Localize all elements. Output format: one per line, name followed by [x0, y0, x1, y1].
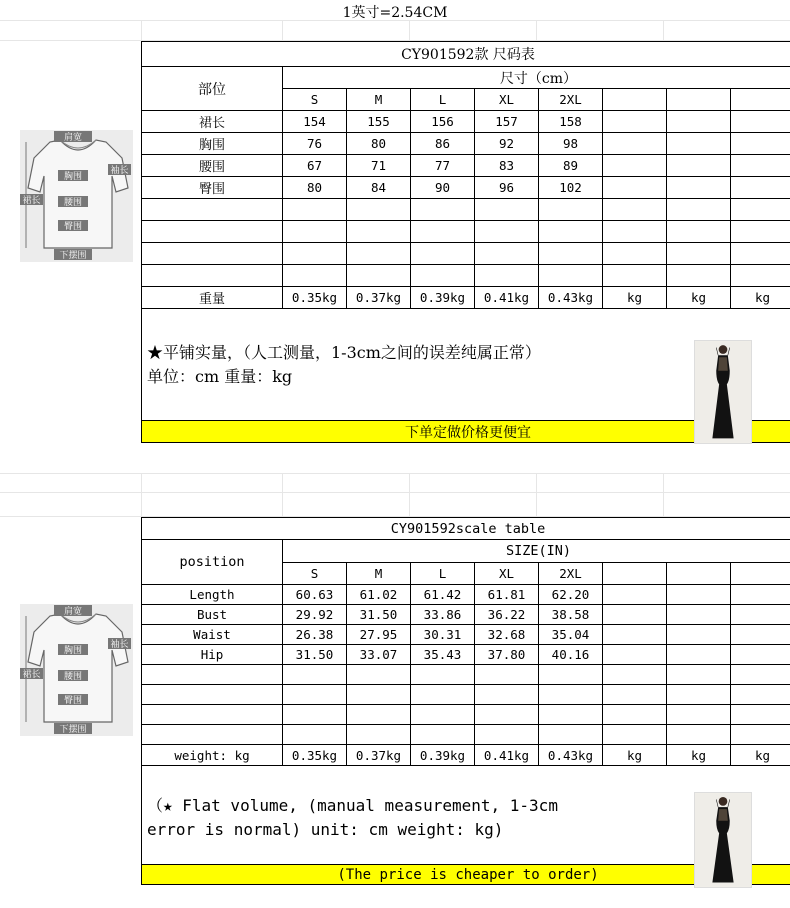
table-cell [603, 585, 667, 605]
waist-label: 腰围 [63, 198, 83, 208]
table-cell [667, 625, 731, 645]
garment-measurement-diagram [20, 130, 133, 262]
weight-cell: 0.39kg [411, 287, 475, 309]
table-cell [603, 645, 667, 665]
table-cell [731, 625, 790, 645]
table-cell: 77 [411, 155, 475, 177]
table-cell [603, 605, 667, 625]
bust-label: 胸围 [63, 172, 83, 182]
length-label: 裙长 [22, 196, 41, 206]
empty-row [142, 725, 790, 745]
table-cell: 80 [347, 133, 411, 155]
table-cell [667, 585, 731, 605]
size-label: S [283, 89, 347, 111]
weight-cell: 0.35kg [283, 287, 347, 309]
table-cell [603, 177, 667, 199]
table-cell [603, 111, 667, 133]
table-cell [667, 111, 731, 133]
size-label: M [347, 89, 411, 111]
size-label: L [411, 89, 475, 111]
table-cell: 31.50 [347, 605, 411, 625]
table-cell: 27.95 [347, 625, 411, 645]
table-row [142, 177, 790, 199]
row-label: Bust [142, 605, 283, 625]
table-cell: 98 [539, 133, 603, 155]
table-cell: 37.80 [475, 645, 539, 665]
measurement-note-cell [142, 309, 790, 421]
weight-cell: 0.41kg [475, 745, 539, 766]
weight-label: 重量 [142, 287, 283, 309]
table-row [142, 645, 790, 665]
empty-row [142, 199, 790, 221]
weight-cell: 0.37kg [347, 745, 411, 766]
weight-cell: 0.43kg [539, 745, 603, 766]
hip-label: 臀围 [63, 696, 83, 706]
table-cell: 26.38 [283, 625, 347, 645]
table-cell: 36.22 [475, 605, 539, 625]
table-row [142, 585, 790, 605]
size-label [731, 563, 790, 585]
sleeve-label: 袖长 [110, 166, 129, 176]
table-row [142, 111, 790, 133]
row-label: 臀围 [142, 177, 283, 199]
hem-label: 下摆围 [59, 725, 87, 735]
row-label: Hip [142, 645, 283, 665]
measurement-note: （★ Flat volume, (manual measurement, 1-3cm error is normal) unit: cm weight: kg) [147, 796, 558, 839]
table-cell: 61.81 [475, 585, 539, 605]
order-note-banner: (The price is cheaper to order) [142, 865, 790, 885]
size-label: M [347, 563, 411, 585]
table-cell: 35.04 [539, 625, 603, 645]
sleeve-label: 袖长 [110, 640, 129, 650]
table-cell [667, 605, 731, 625]
weight-label: weight: kg [142, 745, 283, 766]
empty-row [142, 665, 790, 685]
empty-row [142, 705, 790, 725]
table-cell [731, 133, 790, 155]
table-cell: 33.86 [411, 605, 475, 625]
size-label: S [283, 563, 347, 585]
table-cell: 30.31 [411, 625, 475, 645]
table-row [142, 625, 790, 645]
table-cell [667, 645, 731, 665]
table-cell: 76 [283, 133, 347, 155]
table-cell [731, 585, 790, 605]
size-label [667, 89, 731, 111]
table-cell [731, 605, 790, 625]
weight-cell: kg [603, 287, 667, 309]
size-header: 尺寸（cm） [283, 67, 790, 89]
table-cell: 29.92 [283, 605, 347, 625]
table-cell: 31.50 [283, 645, 347, 665]
table-cell [731, 111, 790, 133]
measurement-note: ★平铺实量，（人工测量，1-3cm之间的误差纯属正常） 单位：cm 重量：kg [147, 343, 541, 386]
table-cell [667, 133, 731, 155]
weight-cell: kg [731, 287, 790, 309]
product-photo [694, 340, 752, 444]
empty-row [142, 243, 790, 265]
table-cell: 96 [475, 177, 539, 199]
row-label: 裙长 [142, 111, 283, 133]
table-cell: 35.43 [411, 645, 475, 665]
size-label: L [411, 563, 475, 585]
size-label: XL [475, 563, 539, 585]
table-cell [667, 155, 731, 177]
weight-cell: kg [667, 287, 731, 309]
size-header: SIZE(IN) [283, 540, 790, 563]
length-label: 裙长 [22, 670, 41, 680]
table-cell: 60.63 [283, 585, 347, 605]
order-note-banner: 下单定做价格更便宜 [142, 421, 790, 443]
size-chart-cn [141, 41, 790, 443]
table-cell [603, 133, 667, 155]
table-cell: 86 [411, 133, 475, 155]
empty-row [142, 221, 790, 243]
hem-label: 下摆围 [59, 251, 87, 261]
table-cell: 154 [283, 111, 347, 133]
table-cell: 33.07 [347, 645, 411, 665]
measurement-note-cell [142, 766, 790, 865]
table-cell: 158 [539, 111, 603, 133]
table-cell: 156 [411, 111, 475, 133]
size-label [603, 563, 667, 585]
table-cell: 32.68 [475, 625, 539, 645]
weight-row [142, 745, 790, 766]
row-label: 腰围 [142, 155, 283, 177]
empty-row [142, 265, 790, 287]
weight-row [142, 287, 790, 309]
hip-label: 臀围 [63, 222, 83, 232]
empty-row [142, 685, 790, 705]
part-header: 部位 [142, 67, 283, 111]
size-label: 2XL [539, 563, 603, 585]
row-label: Waist [142, 625, 283, 645]
table-cell: 157 [475, 111, 539, 133]
table-cell: 90 [411, 177, 475, 199]
product-photo [694, 792, 752, 888]
part-header: position [142, 540, 283, 585]
table-cell: 89 [539, 155, 603, 177]
garment-measurement-diagram [20, 604, 133, 736]
waist-label: 腰围 [63, 672, 83, 682]
size-chart-en [141, 517, 790, 885]
table-cell [731, 155, 790, 177]
table-row [142, 133, 790, 155]
table-row [142, 605, 790, 625]
table-cell: 155 [347, 111, 411, 133]
table-cell: 83 [475, 155, 539, 177]
table-cell: 40.16 [539, 645, 603, 665]
bust-label: 胸围 [63, 646, 83, 656]
weight-cell: kg [667, 745, 731, 766]
weight-cell: 0.43kg [539, 287, 603, 309]
weight-cell: 0.39kg [411, 745, 475, 766]
shoulder-label: 肩宽 [63, 607, 83, 617]
size-label [731, 89, 790, 111]
table-cell: 102 [539, 177, 603, 199]
size-label [603, 89, 667, 111]
table-cell: 38.58 [539, 605, 603, 625]
table-cell: 71 [347, 155, 411, 177]
size-label: 2XL [539, 89, 603, 111]
size-label [667, 563, 731, 585]
table-cell: 92 [475, 133, 539, 155]
table-row [142, 155, 790, 177]
row-label: 胸围 [142, 133, 283, 155]
unit-conversion-note: 1英寸=2.54CM [342, 5, 448, 21]
table-cell: 80 [283, 177, 347, 199]
table-cell [667, 177, 731, 199]
weight-cell: kg [603, 745, 667, 766]
weight-cell: kg [731, 745, 790, 766]
row-label: Length [142, 585, 283, 605]
table-cell [731, 177, 790, 199]
table-cell: 61.02 [347, 585, 411, 605]
table-cell: 84 [347, 177, 411, 199]
table-cell [603, 155, 667, 177]
table-cell: 62.20 [539, 585, 603, 605]
table-title: CY901592scale table [142, 518, 790, 540]
table-cell: 67 [283, 155, 347, 177]
shoulder-label: 肩宽 [63, 133, 83, 143]
size-label: XL [475, 89, 539, 111]
table-title: CY901592款 尺码表 [142, 42, 790, 67]
table-cell: 61.42 [411, 585, 475, 605]
table-cell [731, 645, 790, 665]
weight-cell: 0.35kg [283, 745, 347, 766]
weight-cell: 0.37kg [347, 287, 411, 309]
weight-cell: 0.41kg [475, 287, 539, 309]
table-cell [603, 625, 667, 645]
